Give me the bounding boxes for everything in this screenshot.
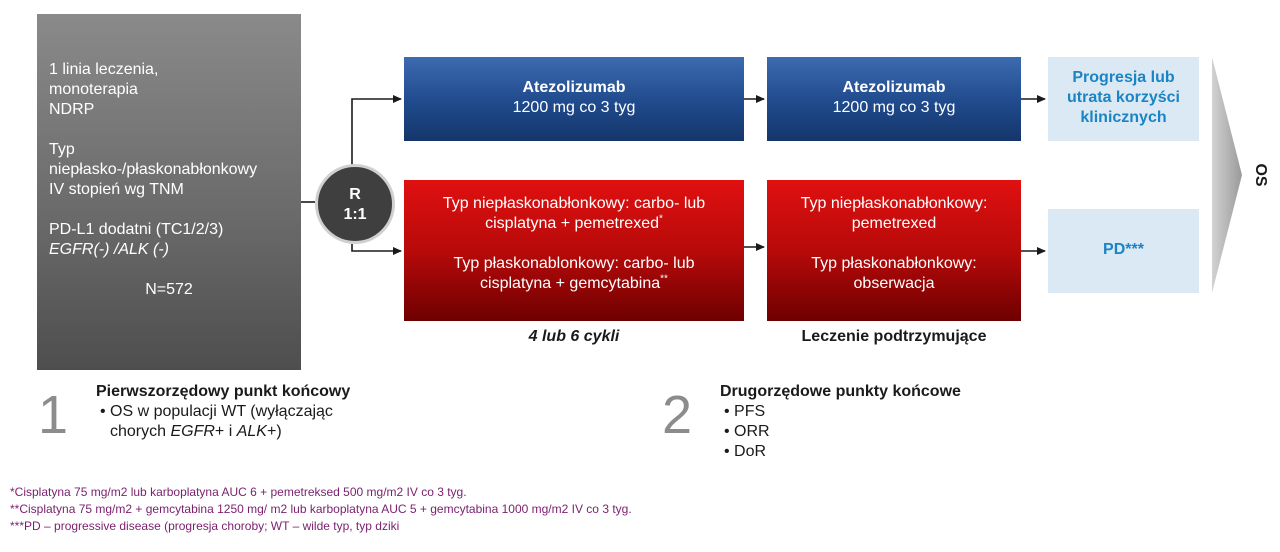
- population-box: [37, 14, 301, 370]
- footnote: ***PD – progressive disease (progresja choroby; WT – wilde typ, typ dziki: [10, 519, 400, 533]
- secondary-endpoint-number: 2: [662, 385, 693, 445]
- primary-endpoint-item-continued: [96, 422, 416, 442]
- secondary-endpoint-item: • PFS: [724, 403, 766, 420]
- primary-endpoint: [96, 382, 416, 442]
- population-line: NDRP: [49, 101, 95, 118]
- primary-item-text: +): [266, 423, 282, 440]
- population-line: EGFR(-) /ALK (-): [49, 241, 169, 258]
- arm-b-outcome-box: [1048, 209, 1199, 293]
- arm-b-maintenance-line: obserwacja: [853, 275, 935, 292]
- population-line: monoterapia: [49, 81, 138, 98]
- population-line: 1 linia leczenia,: [49, 61, 159, 78]
- population-line: Typ: [49, 141, 75, 158]
- primary-endpoint-title: Pierwszorzędowy punkt końcowy: [96, 383, 351, 400]
- arm-a-outcome-box: [1048, 57, 1199, 141]
- arm-b-induction-line: cisplatyna + gemcytabina: [480, 275, 661, 292]
- footnotes: [10, 484, 1270, 535]
- primary-item-text: chorych: [110, 423, 171, 440]
- footnote-mark: *: [658, 213, 663, 225]
- arrow-rand-to-arm-b: [352, 244, 401, 251]
- population-line: niepłasko-/płaskonabłonkowy: [49, 161, 258, 178]
- arm-a-outcome-line: utrata korzyści: [1067, 89, 1180, 106]
- arm-b-induction-line: cisplatyna + pemetrexed: [485, 215, 659, 232]
- arm-a-induction-title: Atezolizumab: [522, 79, 626, 96]
- randomization-ratio: 1:1: [343, 206, 367, 223]
- arm-b-maintenance-line: Typ niepłaskonabłonkowy:: [800, 195, 988, 212]
- primary-item-text: + i: [214, 423, 237, 440]
- arm-b-maintenance-box: [767, 180, 1021, 321]
- secondary-endpoint-title: Drugorzędowe punkty końcowe: [720, 383, 961, 400]
- os-label: OS: [1251, 163, 1269, 187]
- secondary-endpoints: [720, 382, 1040, 462]
- induction-phase-label: 4 lub 6 cykli: [528, 328, 620, 345]
- arm-b-induction-line: Typ niepłaskonabłonkowy: carbo- lub: [442, 195, 706, 212]
- arm-a-outcome-line: Progresja lub: [1072, 69, 1175, 86]
- primary-endpoint-item: • OS w populacji WT (wyłączając: [100, 403, 333, 420]
- arm-b-induction-line: Typ płaskonablonkowy: carbo- lub: [453, 255, 695, 272]
- population-line: PD-L1 dodatni (TC1/2/3): [49, 221, 224, 238]
- arm-a-induction-dose: 1200 mg co 3 tyg: [512, 99, 636, 116]
- footnote: **Cisplatyna 75 mg/m2 + gemcytabina 1250 mg/ m2 lub karboplatyna AUC 5 + gemcytabina 1000 mg/m2 IV co 3 tyg.: [10, 502, 632, 516]
- primary-endpoint-number: 1: [38, 385, 69, 445]
- secondary-endpoint-item: • DoR: [724, 443, 767, 460]
- randomization-label: R: [349, 186, 361, 203]
- secondary-endpoint-item: • ORR: [724, 423, 770, 440]
- arm-a-outcome-line: klinicznych: [1080, 109, 1167, 126]
- arm-b-maintenance-line: pemetrexed: [851, 215, 937, 232]
- randomization-circle: [315, 164, 395, 244]
- footnote: *Cisplatyna 75 mg/m2 lub karboplatyna AUC 6 + pemetreksed 500 mg/m2 IV co 3 tyg.: [10, 485, 467, 499]
- os-chevron-shape: [1212, 57, 1242, 293]
- arm-b-outcome-label: PD***: [1103, 241, 1144, 258]
- population-n: N=572: [145, 281, 193, 298]
- arm-a-maintenance-title: Atezolizumab: [842, 79, 946, 96]
- arm-a-maintenance-box: [767, 57, 1021, 141]
- maintenance-phase-label: Leczenie podtrzymujące: [801, 328, 987, 345]
- population-line: IV stopień wg TNM: [49, 181, 184, 198]
- primary-item-alk: ALK: [236, 423, 267, 440]
- arm-b-maintenance-line: Typ płaskonabłonkowy:: [811, 255, 977, 272]
- footnote-mark: **: [660, 273, 668, 285]
- arm-a-induction-box: [404, 57, 744, 141]
- arm-b-induction-box: [404, 180, 744, 321]
- arrow-rand-to-arm-a: [352, 99, 401, 166]
- primary-item-egfr: EGFR: [170, 423, 215, 440]
- os-chevron: [1212, 57, 1272, 294]
- arm-a-maintenance-dose: 1200 mg co 3 tyg: [832, 99, 956, 116]
